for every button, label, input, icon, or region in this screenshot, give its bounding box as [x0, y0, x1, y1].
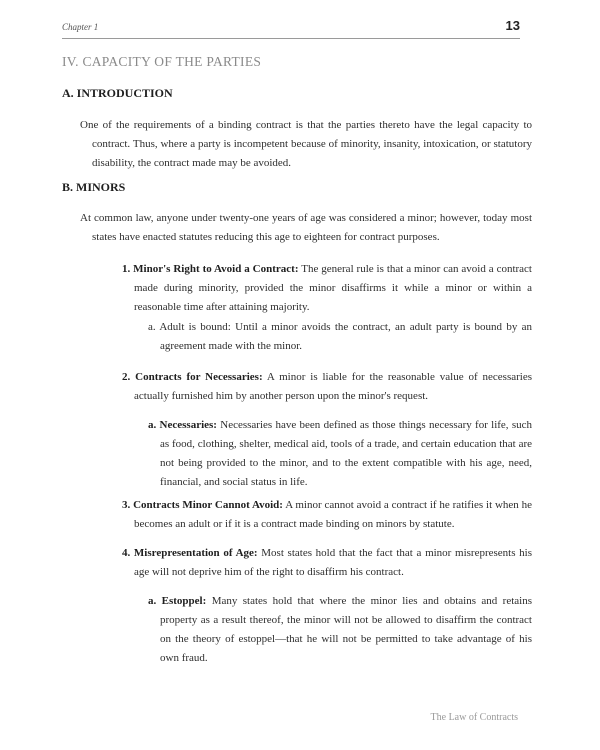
page-number: 13	[505, 18, 520, 33]
item-label: a. Necessaries:	[148, 419, 217, 431]
item-text: a. Adult is bound: Until a minor avoids the contract, an adult party is bound by an agreement made with the minor.	[148, 321, 532, 352]
intro-heading: A. INTRODUCTION	[62, 86, 173, 100]
list-item	[122, 496, 532, 534]
minors-paragraph: At common law, anyone under twenty-one years of age was considered a minor; however, today most states have enacted statutes reducing this age to eighteen for contract purposes.	[80, 212, 532, 243]
list-item	[122, 260, 532, 317]
item-label: 1. Minor's Right to Avoid a Contract:	[122, 263, 299, 275]
intro-paragraph: One of the requirements of a binding contract is that the parties thereto have the legal capacity to contract. Thus, where a party is incompetent because of minority, insanity, intoxication, or statutory disability, the contract made may be avoided.	[80, 119, 532, 169]
list-item	[122, 368, 532, 406]
item-label: 4. Misrepresentation of Age:	[122, 547, 258, 559]
item-label: 2. Contracts for Necessaries:	[122, 371, 263, 383]
page-header	[62, 18, 520, 39]
section-title: IV. CAPACITY OF THE PARTIES	[62, 54, 262, 69]
item-text: The general rule is that a minor can avoid a contract made during minority, provided the minor disaffirms it while a minor or within a reasonable time after attaining majority.	[134, 263, 532, 313]
footer-title: The Law of Contracts	[430, 712, 518, 723]
item-text: Necessaries have been defined as those things necessary for life, such as food, clothing, shelter, medical aid, tools of a trade, and certain education that are not being provided to the minor, and to the extent compatible with his age, need, financial, and social status in life.	[160, 419, 533, 488]
item-label: a. Estoppel:	[148, 595, 207, 607]
list-item	[148, 416, 532, 492]
chapter-label: Chapter 1	[62, 22, 99, 32]
minors-heading: B. MINORS	[62, 180, 126, 194]
item-text: Most states hold that the fact that a minor misrepresents his age will not deprive him of the right to disaffirm his contract.	[134, 547, 533, 578]
list-item	[148, 592, 532, 668]
item-text: A minor is liable for the reasonable value of necessaries actually furnished him by another person upon the minor's request.	[134, 371, 532, 402]
list-item	[122, 544, 532, 582]
list-item	[148, 318, 532, 356]
item-text: Many states hold that where the minor lies and obtains and retains property as a result thereof, the minor will not be allowed to disaffirm the contract on the theory of estoppel—that he will not be permitted to take advantage of his own fraud.	[160, 595, 533, 664]
item-text: A minor cannot avoid a contract if he ratifies it when he becomes an adult or if it is a contract made binding on minors by statute.	[134, 499, 533, 530]
item-label: 3. Contracts Minor Cannot Avoid:	[122, 499, 283, 511]
